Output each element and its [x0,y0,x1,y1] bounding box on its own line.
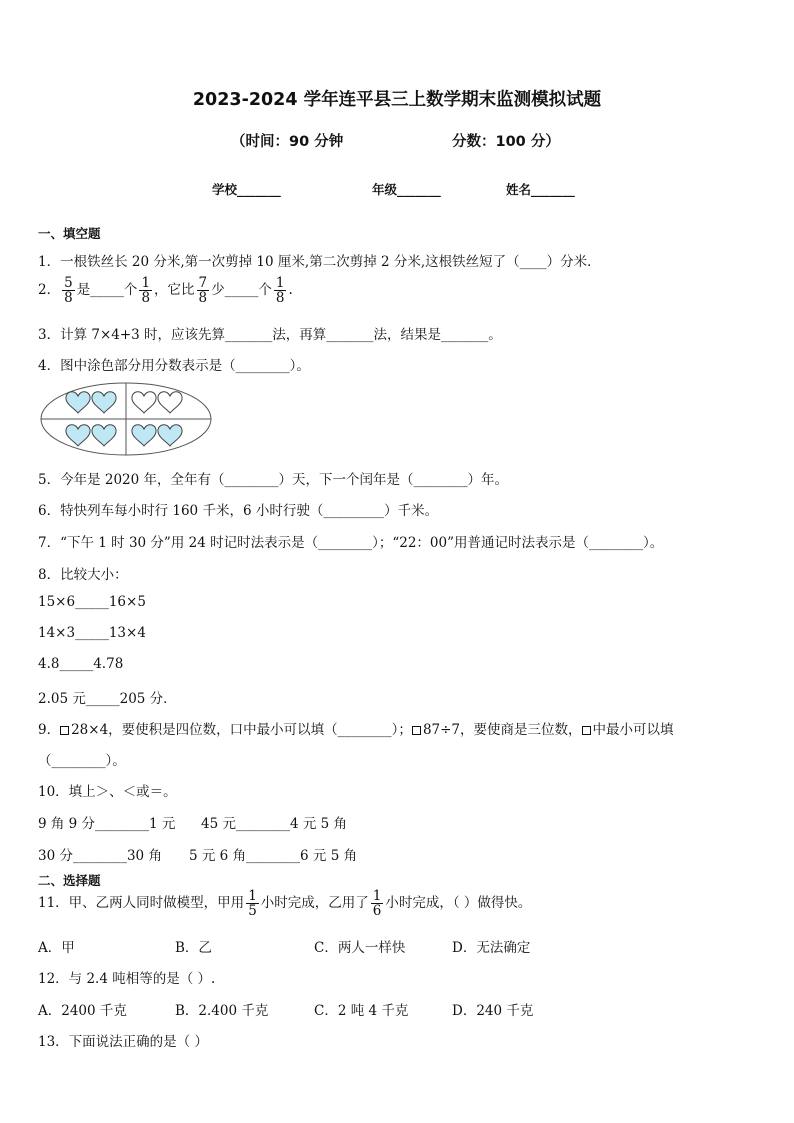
fraction [371,889,384,918]
denominator: 5 [248,903,257,919]
question-12: 12．与 2.4 吨相等的是（ ）. [38,971,216,987]
question-8-item: 14×3_____13×4 [38,625,146,641]
heart-filled-icon [92,425,116,446]
question-13: 13．下面说法正确的是（ ） [38,1034,208,1050]
exam-time: （时间：90 分钟 [231,134,344,150]
q2-prefix: 2． [38,282,61,298]
question-1: 1．一根铁丝长 20 分米,第一次剪掉 10 厘米,第二次剪掉 2 分米,这根铁丝短了（____）分米． [38,254,601,270]
denominator: 8 [198,290,208,306]
page-title: 2023-2024 学年连平县三上数学期末监测模拟试题 [192,90,602,110]
q12-option-c[interactable]: C．2 吨 4 千克 [314,1003,409,1019]
q12-option-d[interactable]: D．240 千克 [452,1003,534,1019]
denominator: 8 [64,290,73,306]
numerator: 1 [248,888,257,904]
q9-text: 中最小可以填 [592,722,674,738]
q11-text: 小时完成，乙用了 [260,895,369,911]
school-field: 学校_______ [212,182,281,197]
question-2 [38,276,293,305]
q11-text: 小时完成，（ ）做得快。 [385,895,532,911]
q2-text: . [288,282,293,298]
fraction [139,276,152,305]
fraction [62,276,75,305]
hearts-figure [38,380,214,458]
section-heading-choice: 二、选择题 [38,873,101,888]
section-heading-fill-blank: 一、填空题 [38,226,101,241]
question-10-item: 9 角 9 分________1 元 [38,816,176,832]
question-7: 7．“下午 1 时 30 分”用 24 时记时法表示是（________）；“22：00”用普通记时法表示是（________）。 [38,535,664,551]
fraction [246,889,259,918]
question-4: 4．图中涂色部分用分数表示是（________）。 [38,358,310,374]
q9-prefix: 9． [38,722,61,738]
question-6: 6．特快列车每小时行 160 千米，6 小时行驶（_________）千米。 [38,503,439,519]
numerator: 1 [141,275,151,291]
heart-filled-icon [92,392,116,413]
fraction [197,276,210,305]
q11-option-d[interactable]: D．无法确定 [452,940,531,956]
heart-empty-icon [132,392,156,413]
q11-option-b[interactable]: B．乙 [175,940,212,956]
heart-filled-icon [66,392,90,413]
exam-score: 分数：100 分） [452,134,560,150]
heart-filled-icon [66,425,90,446]
q12-option-b[interactable]: B．2.400 千克 [175,1003,269,1019]
q11-option-a[interactable]: A．甲 [38,940,75,956]
q2-text: 是_____个 [76,282,138,298]
denominator: 8 [275,290,285,306]
question-10-item: 30 分________30 角 [38,848,162,864]
question-10-stem: 10．填上＞、＜或＝。 [38,784,177,800]
question-11 [38,889,531,918]
name-field: 姓名_______ [506,182,575,197]
question-10-item: 5 元 6 角________6 元 5 角 [189,848,358,864]
blank-box-icon [412,726,421,735]
numerator: 5 [64,275,73,291]
grade-field: 年级_______ [372,182,441,197]
question-5: 5．今年是 2020 年，全年有（________）天，下一个闰年是（________）年。 [38,472,509,488]
question-9-line2: （________）。 [38,753,126,769]
q9-text: 28×4，要使积是四位数，口中最小可以填（________）； [71,722,412,738]
numerator: 1 [372,888,382,904]
denominator: 6 [372,903,382,919]
question-8-item: 4.8_____4.78 [38,656,124,672]
q9-text: 87÷7，要使商是三位数， [422,722,582,738]
numerator: 7 [198,275,208,291]
q11-text: 11．甲、乙两人同时做模型，甲用 [38,895,245,911]
blank-box-icon [60,726,69,735]
numerator: 1 [275,275,285,291]
q2-text: ，它比 [154,282,195,298]
question-9 [38,718,674,738]
blank-box-icon [582,726,591,735]
question-10-item: 45 元________4 元 5 角 [201,816,348,832]
heart-filled-icon [132,425,156,446]
heart-filled-icon [158,425,182,446]
q12-option-a[interactable]: A．2400 千克 [38,1003,127,1019]
question-3: 3．计算 7×4+3 时，应该先算_______法，再算_______法，结果是_______。 [38,327,502,343]
fraction [274,276,287,305]
question-8-stem: 8．比较大小： [38,567,128,583]
q11-option-c[interactable]: C．两人一样快 [314,940,406,956]
q2-text: 少_____个 [211,282,272,298]
heart-empty-icon [158,392,182,413]
denominator: 8 [141,290,151,306]
question-8-item: 15×6_____16×5 [38,594,146,610]
question-8-item: 2.05 元_____205 分． [38,691,177,707]
